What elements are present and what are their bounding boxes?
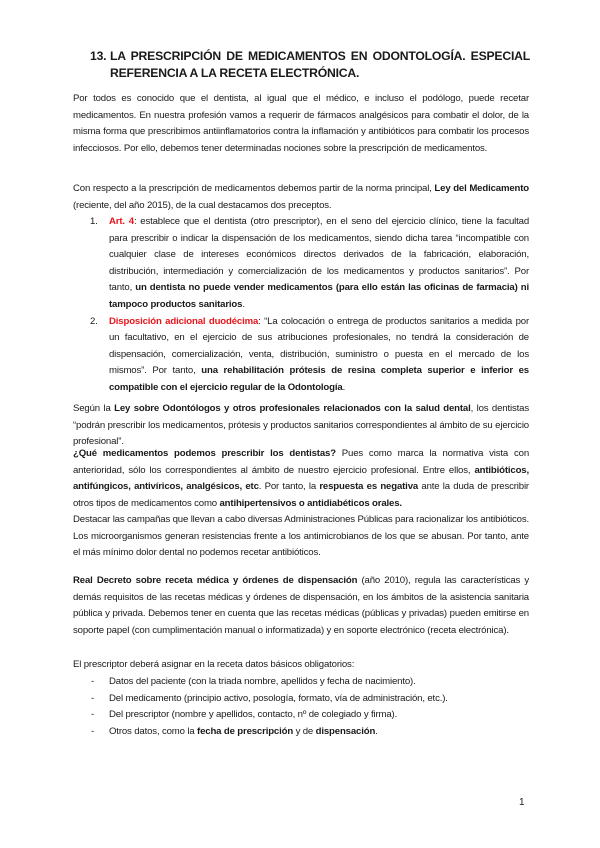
text: Datos del paciente (con la triada nombre, apellidos y fecha de nacimiento).: [109, 676, 416, 687]
list-number: 1.: [90, 216, 98, 227]
text: (año 2010), regula las características y demás requisitos de las recetas médicas y órdenes de dispensación, en los ámbitos de la asistencia sanitaria pública y privada. Debemos tener en cuenta que las recetas médicas (públicas y privadas) pueden emitirse en soporte papel (con cumplimentación manual o informatizada) y en soporte electrónico (receta electrónica).: [73, 575, 529, 636]
article-label: Disposición adicional duodécima: [109, 315, 259, 327]
page-number: 1: [519, 797, 525, 808]
text: Con respecto a la prescripción de medicamentos debemos partir de la norma principal,: [73, 183, 435, 194]
law-name: Real Decreto sobre receta médica y órdenes de dispensación: [73, 575, 358, 586]
bold-text: fecha de prescripción: [197, 725, 294, 737]
list-number: 2.: [90, 315, 98, 327]
text: .: [342, 381, 346, 393]
text: y de: [293, 725, 316, 737]
section-title: [90, 48, 530, 82]
list-item: [73, 214, 529, 314]
text: . Por tanto, la: [258, 481, 320, 493]
text: .: [242, 298, 245, 310]
bold-text: antihipertensivos o antidiabéticos orales.: [219, 497, 402, 509]
dash-bullet: -: [91, 709, 95, 721]
preceptos-list: [73, 214, 529, 397]
list-item: [73, 707, 529, 724]
section-title-text: LA PRESCRIPCIÓN DE MEDICAMENTOS EN ODONTOLOGÍA. ESPECIAL REFERENCIA A LA RECETA ELECTRÓNICA.: [110, 49, 530, 80]
text: : establece que el dentista (otro prescriptor), en el seno del ejercicio clínico, tiene la facultad para prescribir o indicar la dispensación de los medicamentos, siendo dicha tarea “incompatible con cualquier clase de intereses económicos directos derivados de la fabricación, elaboración, distribución, intermediación y comercialización de los medicamentos y productos sanitarios”. Por tanto,: [109, 216, 530, 294]
text: Pues como marca la normativa vista con anterioridad, sólo los correspondientes al ámbito de nuestro ejercicio profesional. Entre ellos,: [73, 448, 530, 476]
text: ante la duda de prescribir otros tipos de medicamentos como: [73, 481, 529, 509]
bold-text: respuesta es negativa: [319, 481, 419, 493]
text: .: [375, 725, 378, 737]
que-medicamentos-paragraph: [73, 446, 529, 512]
bold-text: un dentista no puede vender medicamentos (para ello están las oficinas de farmacia) ni tampoco productos sanitarios: [109, 282, 530, 310]
list-item: [73, 724, 529, 741]
real-decreto-paragraph: [73, 573, 529, 639]
intro-paragraph: Por todos es conocido que el dentista, al igual que el médico, e incluso el podólogo, puede recetar medicamentos. En nuestra profesión vamos a requerir de fármacos analgésicos para combatir el dolor, de la misma forma que prescribimos antiinflamatorios contra la inflamación y antibióticos para combatir los procesos infecciosos. Por ello, debemos tener determinadas nociones sobre la prescripción de medicamentos.: [73, 93, 529, 154]
law-name: Ley del Medicamento: [434, 183, 529, 194]
text: : “La colocación o entrega de productos sanitarios a medida por un facultativo, en el ejercicio de sus atribuciones profesionales, no tendrá la consideración de dispensación, comercialización, venta, distribución, suministro o puesta en el mercado de los mismos”. Por tanto,: [109, 315, 529, 377]
campanas-paragraph: Destacar las campañas que llevan a cabo diversas Administraciones Públicas para racionalizar los antibióticos. Los microorganismos generan resistencias frente a los antimicrobianos de los que se abusan. Por tanto, ante el más mínimo dolor dental no podemos recetar antibióticos.: [73, 514, 529, 559]
text: (reciente, del año 2015), de la cual destacamos dos preceptos.: [73, 199, 332, 211]
bold-text: dispensación: [315, 725, 376, 737]
question: ¿Qué medicamentos podemos prescribir los dentistas?: [73, 448, 336, 459]
ley-medicamento-paragraph: [73, 181, 529, 214]
datos-list: [73, 674, 529, 740]
list-item: [73, 314, 529, 397]
text: Del prescriptor (nombre y apellidos, contacto, nº de colegiado y firma).: [109, 709, 398, 721]
article-label: Art. 4: [109, 216, 134, 227]
datos-intro: El prescriptor deberá asignar en la receta datos básicos obligatorios:: [73, 659, 355, 670]
dash-bullet: -: [91, 676, 95, 687]
bold-text: antibióticos, antifúngicos, antivíricos, analgésicos, etc: [73, 464, 529, 493]
text: Del medicamento (principio activo, posología, formato, vía de administración, etc.).: [109, 692, 448, 704]
list-item: [73, 691, 529, 708]
bold-text: una rehabilitación prótesis de resina completa superior e inferior es compatible con el ejercicio regular de la Odontología: [109, 365, 529, 393]
dash-bullet: -: [91, 725, 95, 737]
dash-bullet: -: [91, 692, 95, 704]
text: Otros datos, como la: [109, 725, 198, 737]
law-name: Ley sobre Odontólogos y otros profesionales relacionados con la salud dental: [114, 403, 471, 414]
text: , los dentistas “podrán prescribir los medicamentos, prótesis y productos sanitarios correspondientes al ámbito de su ejercicio profesional”.: [73, 403, 529, 448]
list-item: [73, 674, 529, 691]
ley-odontologos-paragraph: [73, 401, 529, 451]
text: Según la: [73, 403, 115, 414]
section-number: 13.: [90, 49, 107, 63]
